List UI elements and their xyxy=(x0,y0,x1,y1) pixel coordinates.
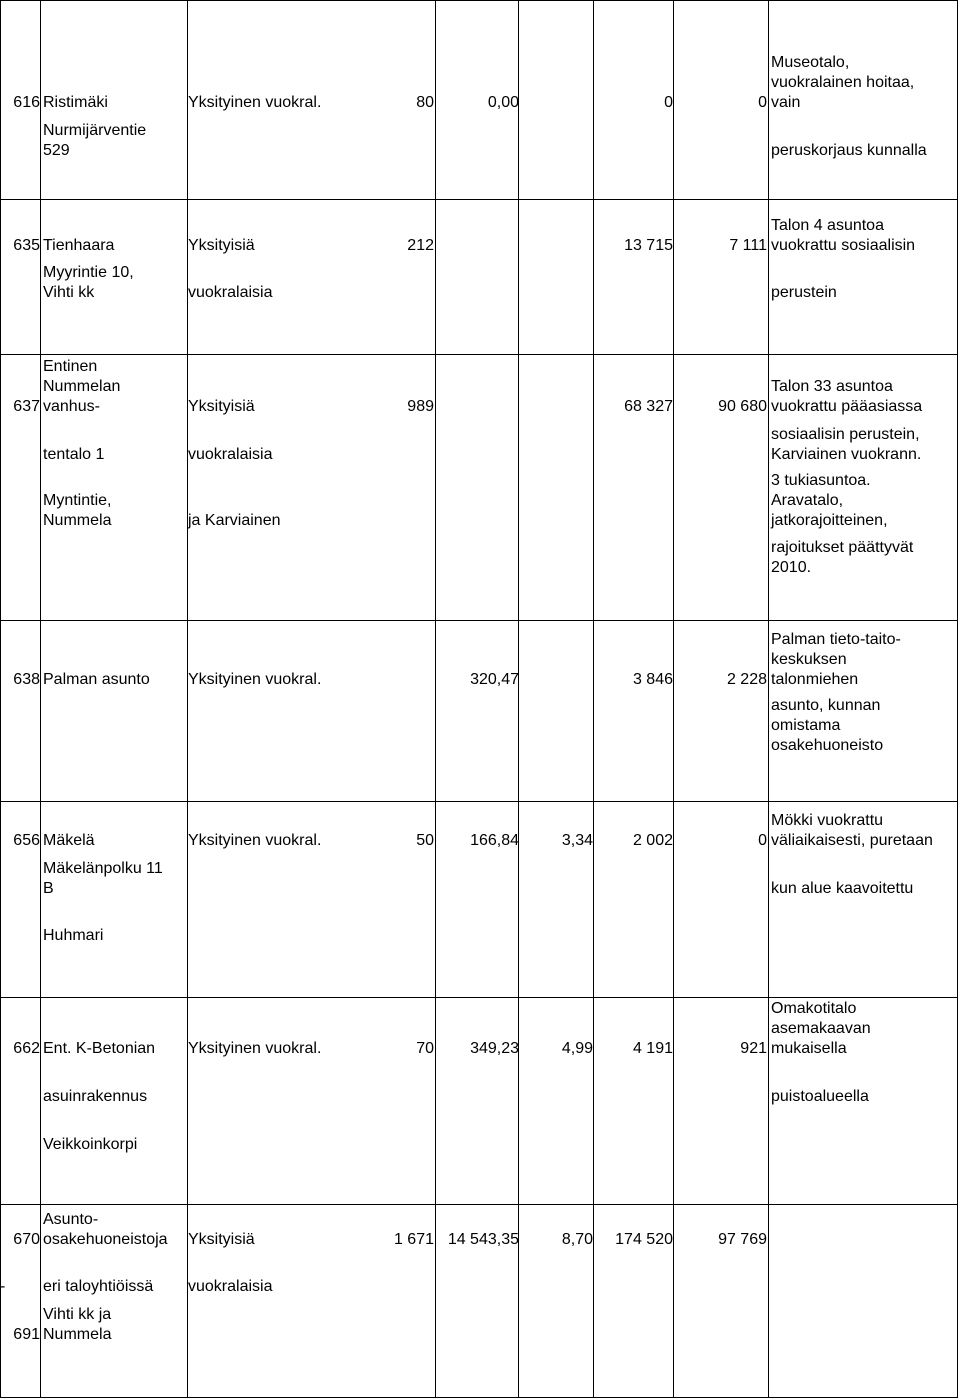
cell-line: 4,99 xyxy=(561,1040,593,1057)
cell-line: vuokrattu pääasiassa xyxy=(771,398,923,415)
cell-line: 921 xyxy=(740,1040,767,1057)
cell-line: 320,47 xyxy=(470,671,519,688)
cell-line: 212 xyxy=(407,237,434,254)
table-cell-note xyxy=(771,999,958,1059)
cell-line: sosiaalisin perustein, xyxy=(771,426,920,443)
cell-line: omistama xyxy=(771,717,841,734)
cell-line: 349,23 xyxy=(470,1040,519,1057)
cell-line: Omakotitalo xyxy=(771,1000,857,1017)
table-cell-owner2 xyxy=(188,445,436,465)
table-horizontal-rule xyxy=(0,997,958,998)
table-cell-c4 xyxy=(360,831,434,851)
table-cell-note xyxy=(771,216,958,256)
table-cell-c5 xyxy=(436,1230,519,1250)
table-cell-note2 xyxy=(771,696,958,756)
table-cell-note xyxy=(771,630,958,690)
table-cell-note xyxy=(771,53,958,113)
cell-line: Aravatalo, xyxy=(771,492,844,509)
cell-line: 2010. xyxy=(771,559,812,576)
cell-line: 3 tukiasuntoa. xyxy=(771,472,871,489)
cell-line: 637 xyxy=(13,398,40,415)
cell-line: osakehuoneisto xyxy=(771,737,884,754)
cell-line: 691 xyxy=(13,1326,40,1343)
cell-line: keskuksen xyxy=(771,651,847,668)
table-vertical-rule xyxy=(40,0,41,1398)
table-cell-id xyxy=(0,1039,40,1059)
cell-line: Talon 4 asuntoa xyxy=(771,217,884,234)
table-cell-note2 xyxy=(771,141,958,161)
cell-line: asuinrakennus xyxy=(43,1088,148,1105)
table-cell-c4 xyxy=(360,1230,434,1250)
table-vertical-rule xyxy=(187,0,188,1398)
table-cell-note2 xyxy=(771,1087,958,1107)
cell-line: 13 715 xyxy=(624,237,673,254)
cell-line: - xyxy=(0,1278,6,1295)
cell-line: Veikkoinkorpi xyxy=(43,1136,138,1153)
table-cell-note xyxy=(771,811,958,851)
cell-line: Myyrintie 10, xyxy=(43,264,134,281)
cell-line: 70 xyxy=(416,1040,434,1057)
cell-line: 4 191 xyxy=(632,1040,673,1057)
cell-line: Huhmari xyxy=(43,927,104,944)
table-vertical-rule xyxy=(518,0,519,1398)
table-horizontal-rule xyxy=(0,801,958,802)
table-cell-c8 xyxy=(674,236,767,256)
cell-line: 80 xyxy=(416,94,434,111)
cell-line: B xyxy=(43,880,54,897)
cell-line: Karviainen vuokrann. xyxy=(771,446,922,463)
table-cell-name3 xyxy=(43,926,188,946)
table-cell-c7 xyxy=(594,831,673,851)
cell-line: Nummelan xyxy=(43,378,121,395)
cell-line: perustein xyxy=(771,284,837,301)
cell-line: Vihti kk ja xyxy=(43,1306,112,1323)
table-cell-id2 xyxy=(0,1277,40,1297)
table-horizontal-rule xyxy=(0,199,958,200)
table-cell-name3 xyxy=(43,1305,188,1345)
table-vertical-rule xyxy=(768,0,769,1398)
table-cell-note3 xyxy=(771,471,958,531)
cell-line: Nurmijärventie xyxy=(43,122,147,139)
cell-line: tentalo 1 xyxy=(43,446,105,463)
cell-line: 8,70 xyxy=(561,1231,593,1248)
cell-line: 2 002 xyxy=(632,832,673,849)
table-cell-id xyxy=(0,670,40,690)
table-vertical-rule xyxy=(673,0,674,1398)
table-vertical-rule xyxy=(593,0,594,1398)
cell-line: 0 xyxy=(758,94,767,111)
table-cell-id3 xyxy=(0,1325,40,1345)
cell-line: 616 xyxy=(13,94,40,111)
cell-line: Asunto- xyxy=(43,1211,99,1228)
cell-line: Museotalo, xyxy=(771,54,850,71)
cell-line: jatkorajoitteinen, xyxy=(771,512,888,529)
cell-line: 0,00 xyxy=(487,94,519,111)
table-cell-c8 xyxy=(674,1039,767,1059)
table-cell-name xyxy=(43,670,188,690)
cell-line: peruskorjaus kunnalla xyxy=(771,142,927,159)
cell-line: Palman asunto xyxy=(43,671,150,688)
table-cell-c7 xyxy=(594,1230,673,1250)
table-cell-name2 xyxy=(43,445,188,465)
table-cell-c4 xyxy=(360,93,434,113)
cell-line: Mäkelä xyxy=(43,832,95,849)
table-cell-c6 xyxy=(520,1039,593,1059)
cell-line: Yksityinen vuokral. xyxy=(188,94,322,111)
table-cell-c7 xyxy=(594,397,673,417)
table-cell-c5 xyxy=(436,831,519,851)
cell-line: Yksityinen vuokral. xyxy=(188,1040,322,1057)
table-cell-owner3 xyxy=(188,511,436,531)
cell-line: 656 xyxy=(13,832,40,849)
cell-line: 166,84 xyxy=(470,832,519,849)
cell-line: Mäkelänpolku 11 xyxy=(43,860,163,877)
cell-line: Entinen xyxy=(43,358,98,375)
table-cell-name2 xyxy=(43,1087,188,1107)
cell-line: 3,34 xyxy=(561,832,593,849)
table-cell-name xyxy=(43,93,188,113)
table-cell-c4 xyxy=(360,236,434,256)
table-cell-c5 xyxy=(436,93,519,113)
table-cell-c4 xyxy=(360,397,434,417)
cell-line: asemakaavan xyxy=(771,1020,871,1037)
table-cell-name2 xyxy=(43,859,188,899)
table-horizontal-rule xyxy=(0,354,958,355)
cell-line: kun alue kaavoitettu xyxy=(771,880,914,897)
table-horizontal-rule xyxy=(0,620,958,621)
cell-line: Palman tieto-taito- xyxy=(771,631,901,648)
cell-line: rajoitukset päättyvät xyxy=(771,539,914,556)
cell-line: Vihti kk xyxy=(43,284,95,301)
cell-line: Nummela xyxy=(43,1326,112,1343)
cell-line: 989 xyxy=(407,398,434,415)
cell-line: väliaikaisesti, puretaan xyxy=(771,832,933,849)
cell-line: Nummela xyxy=(43,512,112,529)
cell-line: 2 228 xyxy=(726,671,767,688)
cell-line: Yksityisiä xyxy=(188,1231,255,1248)
cell-line: 0 xyxy=(664,94,673,111)
cell-line: 670 xyxy=(13,1231,40,1248)
cell-line: Yksityisiä xyxy=(188,237,255,254)
cell-line: Yksityinen vuokral. xyxy=(188,671,322,688)
table-cell-note4 xyxy=(771,538,958,578)
table-cell-c7 xyxy=(594,236,673,256)
cell-line: Ristimäki xyxy=(43,94,108,111)
table-cell-c6 xyxy=(520,831,593,851)
table-cell-c8 xyxy=(674,93,767,113)
cell-line: talonmiehen xyxy=(771,671,859,688)
table-cell-name xyxy=(43,1210,188,1250)
cell-line: 638 xyxy=(13,671,40,688)
table-cell-name3 xyxy=(43,1135,188,1155)
table-cell-c8 xyxy=(674,1230,767,1250)
table-cell-name3 xyxy=(43,491,188,531)
cell-line: 1 671 xyxy=(393,1231,434,1248)
cell-line: Tienhaara xyxy=(43,237,115,254)
table-cell-c8 xyxy=(674,670,767,690)
cell-line: ja Karviainen xyxy=(188,512,281,529)
cell-line: asunto, kunnan xyxy=(771,697,881,714)
cell-line: Myntintie, xyxy=(43,492,112,509)
table-cell-id xyxy=(0,1230,40,1250)
table-vertical-rule xyxy=(0,0,1,1398)
cell-line: Yksityinen vuokral. xyxy=(188,832,322,849)
cell-line: vuokralaisia xyxy=(188,446,273,463)
cell-line: 662 xyxy=(13,1040,40,1057)
table-cell-name xyxy=(43,236,188,256)
cell-line: eri taloyhtiöissä xyxy=(43,1278,154,1295)
table-cell-c7 xyxy=(594,670,673,690)
table-cell-id xyxy=(0,831,40,851)
table-cell-note2 xyxy=(771,283,958,303)
cell-line: 97 769 xyxy=(718,1231,767,1248)
cell-line: 174 520 xyxy=(615,1231,673,1248)
table-cell-name xyxy=(43,831,188,851)
cell-line: Ent. K-Betonian xyxy=(43,1040,156,1057)
table-cell-c7 xyxy=(594,93,673,113)
cell-line: osakehuoneistoja xyxy=(43,1231,168,1248)
table-horizontal-rule xyxy=(0,0,958,1)
cell-line: 635 xyxy=(13,237,40,254)
cell-line: 90 680 xyxy=(718,398,767,415)
table-vertical-rule xyxy=(435,0,436,1398)
table-cell-owner2 xyxy=(188,283,436,303)
cell-line: 7 111 xyxy=(729,237,767,254)
cell-line: vuokrattu sosiaalisin xyxy=(771,237,916,254)
cell-line: vain xyxy=(771,94,801,111)
cell-line: mukaisella xyxy=(771,1040,847,1057)
cell-line: 14 543,35 xyxy=(447,1231,519,1248)
cell-line: puistoalueella xyxy=(771,1088,869,1105)
table-cell-id xyxy=(0,397,40,417)
table-cell-owner2 xyxy=(188,1277,436,1297)
cell-line: vuokralaisia xyxy=(188,1278,273,1295)
table-horizontal-rule xyxy=(0,1204,958,1205)
table-cell-id xyxy=(0,236,40,256)
cell-line: 50 xyxy=(416,832,434,849)
cell-line: vanhus- xyxy=(43,398,100,415)
table-cell-c8 xyxy=(674,831,767,851)
table-cell-c4 xyxy=(360,1039,434,1059)
cell-line: Mökki vuokrattu xyxy=(771,812,884,829)
table-cell-name2 xyxy=(43,121,188,161)
table-cell-c5 xyxy=(436,1039,519,1059)
cell-line: Talon 33 asuntoa xyxy=(771,378,893,395)
table-cell-name xyxy=(43,357,188,417)
table-cell-name2 xyxy=(43,263,188,303)
cell-line: 3 846 xyxy=(632,671,673,688)
table-cell-c5 xyxy=(436,670,519,690)
table-cell-note xyxy=(771,377,958,417)
table-cell-id xyxy=(0,93,40,113)
cell-line: 68 327 xyxy=(624,398,673,415)
table-cell-c7 xyxy=(594,1039,673,1059)
cell-line: Yksityisiä xyxy=(188,398,255,415)
table-cell-owner xyxy=(188,670,436,690)
table-cell-name2 xyxy=(43,1277,188,1297)
table-cell-c8 xyxy=(674,397,767,417)
cell-line: vuokralaisia xyxy=(188,284,273,301)
cell-line: 0 xyxy=(758,832,767,849)
cell-line: vuokralainen hoitaa, xyxy=(771,74,915,91)
table-cell-c6 xyxy=(520,1230,593,1250)
table-cell-note2 xyxy=(771,879,958,899)
table-cell-note2 xyxy=(771,425,958,465)
table-cell-name xyxy=(43,1039,188,1059)
cell-line: 529 xyxy=(43,142,70,159)
